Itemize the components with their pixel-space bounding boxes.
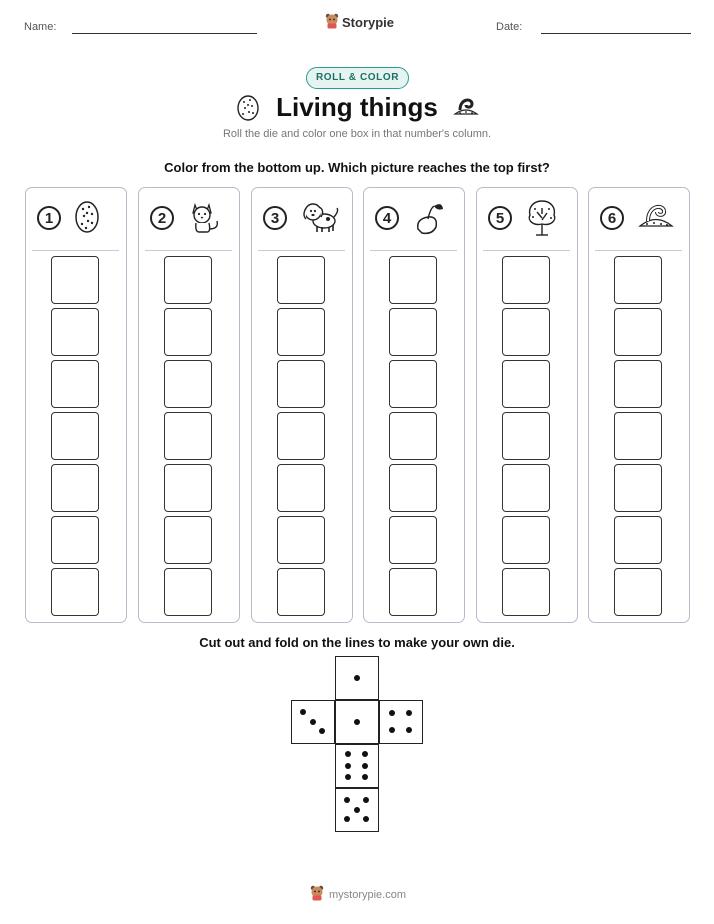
column-number: 1	[37, 206, 61, 230]
die-pip	[319, 728, 325, 734]
color-box[interactable]	[51, 412, 99, 460]
roll-column	[25, 187, 127, 623]
color-box[interactable]	[51, 360, 99, 408]
color-box[interactable]	[502, 308, 550, 356]
die-pip	[345, 774, 351, 780]
color-box[interactable]	[277, 516, 325, 564]
color-box[interactable]	[164, 568, 212, 616]
die-face	[335, 744, 379, 788]
color-box[interactable]	[502, 568, 550, 616]
die-pip	[389, 727, 395, 733]
die-pip	[354, 807, 360, 813]
color-box[interactable]	[389, 516, 437, 564]
roll-column	[476, 187, 578, 623]
column-divider	[483, 250, 570, 251]
date-line[interactable]	[541, 33, 691, 34]
die-pip	[345, 751, 351, 757]
color-box[interactable]	[389, 412, 437, 460]
color-box[interactable]	[389, 464, 437, 512]
storypie-logo-icon	[325, 13, 339, 34]
die-pip	[344, 816, 350, 822]
color-box[interactable]	[164, 464, 212, 512]
instruction-text: Color from the bottom up. Which picture reaches the top first?	[164, 160, 550, 175]
column-number: 2	[150, 206, 174, 230]
color-box[interactable]	[502, 360, 550, 408]
color-box[interactable]	[164, 308, 212, 356]
column-divider	[370, 250, 457, 251]
die-face	[335, 700, 379, 744]
column-divider	[595, 250, 682, 251]
die-pip	[406, 727, 412, 733]
die-pip	[344, 797, 350, 803]
color-box[interactable]	[164, 360, 212, 408]
die-pip	[362, 751, 368, 757]
color-box[interactable]	[164, 256, 212, 304]
roll-column	[588, 187, 690, 623]
color-box[interactable]	[614, 464, 662, 512]
die-pip	[363, 816, 369, 822]
footer-url[interactable]: mystorypie.com	[329, 889, 407, 901]
die-pip	[310, 719, 316, 725]
roll-column	[251, 187, 353, 623]
color-box[interactable]	[614, 360, 662, 408]
color-box[interactable]	[502, 516, 550, 564]
worm-icon	[637, 199, 675, 234]
die-pip	[363, 797, 369, 803]
die-pip	[345, 763, 351, 769]
column-number: 4	[375, 206, 399, 230]
color-box[interactable]	[277, 464, 325, 512]
color-box[interactable]	[502, 412, 550, 460]
column-divider	[258, 250, 345, 251]
color-box[interactable]	[502, 464, 550, 512]
die-pip	[300, 709, 306, 715]
color-box[interactable]	[51, 464, 99, 512]
seed-sprout-icon	[412, 199, 446, 242]
roll-column	[363, 187, 465, 623]
color-box[interactable]	[277, 308, 325, 356]
color-box[interactable]	[164, 516, 212, 564]
die-pip	[354, 675, 360, 681]
name-line[interactable]	[72, 33, 257, 34]
die-face	[335, 788, 379, 832]
color-box[interactable]	[277, 568, 325, 616]
worm-icon	[452, 94, 480, 123]
color-box[interactable]	[51, 516, 99, 564]
name-label: Name:	[24, 21, 57, 33]
column-number: 3	[263, 206, 287, 230]
color-box[interactable]	[389, 360, 437, 408]
color-box[interactable]	[389, 568, 437, 616]
page-subtitle: Roll the die and color one box in that number's column.	[222, 128, 492, 140]
die-pip	[406, 710, 412, 716]
color-box[interactable]	[502, 256, 550, 304]
die-face	[335, 656, 379, 700]
color-box[interactable]	[277, 256, 325, 304]
color-box[interactable]	[614, 568, 662, 616]
puppy-icon	[300, 199, 340, 240]
color-box[interactable]	[614, 412, 662, 460]
die-face	[291, 700, 335, 744]
color-box[interactable]	[389, 256, 437, 304]
color-box[interactable]	[51, 256, 99, 304]
die-pip	[389, 710, 395, 716]
color-box[interactable]	[51, 568, 99, 616]
column-divider	[145, 250, 232, 251]
die-pip	[362, 763, 368, 769]
footer-logo-icon	[310, 885, 324, 906]
color-box[interactable]	[389, 308, 437, 356]
color-box[interactable]	[277, 360, 325, 408]
page-title: Living things	[276, 92, 438, 122]
color-box[interactable]	[614, 308, 662, 356]
die-face	[379, 700, 423, 744]
die-pip	[362, 774, 368, 780]
color-box[interactable]	[614, 516, 662, 564]
kitten-icon	[187, 199, 223, 240]
egg-icon	[236, 93, 260, 126]
tree-icon	[525, 199, 559, 242]
column-number: 5	[488, 206, 512, 230]
column-number: 6	[600, 206, 624, 230]
color-box[interactable]	[614, 256, 662, 304]
logo-text: Storypie	[342, 15, 395, 30]
color-box[interactable]	[277, 412, 325, 460]
date-label: Date:	[496, 21, 523, 33]
color-box[interactable]	[51, 308, 99, 356]
die-instruction: Cut out and fold on the lines to make your own die.	[199, 635, 515, 650]
color-box[interactable]	[164, 412, 212, 460]
roll-column	[138, 187, 240, 623]
activity-badge: ROLL & COLOR	[306, 67, 409, 89]
die-pip	[354, 719, 360, 725]
column-divider	[32, 250, 119, 251]
egg-icon	[74, 199, 100, 238]
